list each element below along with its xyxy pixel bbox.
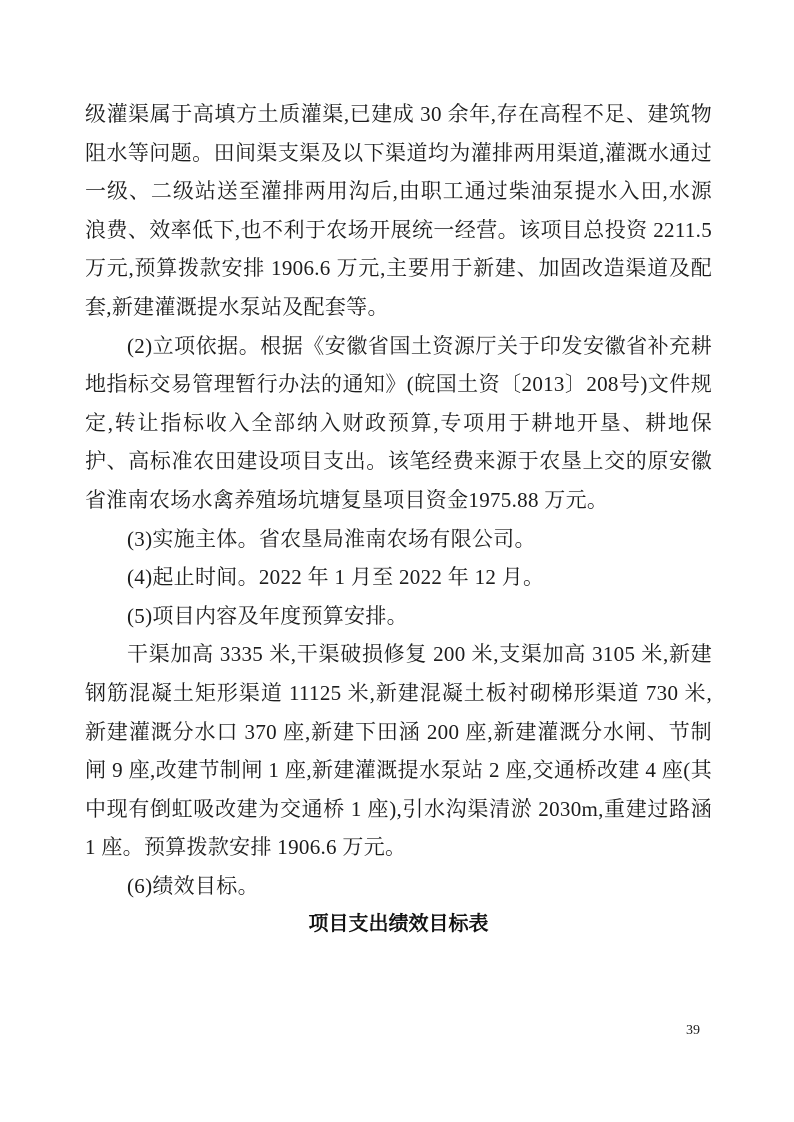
paragraph-continuation: 级灌渠属于高填方土质灌渠,已建成 30 余年,存在高程不足、建筑物阻水等问题。田间渠支渠及以下渠道均为灌排两用渠道,灌溉水通过一级、二级站送至灌排两用沟后,由职工通过柴油泵提水入田,水源浪费、效率低下,也不利于农场开展统一经营。该项目总投资 2211.5 万元,预算拨款安排 1906.6 万元,主要用于新建、加固改造渠道及配套,新建灌溉提水泵站及配套等。 [85,102,712,319]
paragraph-item-2-basis: (2)立项依据。根据《安徽省国土资源厅关于印发安徽省补充耕地指标交易管理暂行办法的通知》(皖国土资〔2013〕208号)文件规定,转让指标收入全部纳入财政预算,专项用于耕地开垦、耕地保护、高标准农田建设项目支出。该笔经费来源于农垦上交的原安徽省淮南农场水禽养殖场坑塘复垦项目资金1975.88 万元。 [85,333,712,512]
page-number: 39 [686,1023,700,1038]
table-title: 项目支出绩效目标表 [308,913,489,936]
paragraph-project-details: 干渠加高 3335 米,干渠破损修复 200 米,支渠加高 3105 米,新建钢筋混凝土矩形渠道 11125 米,新建混凝土板衬砌梯形渠道 730 米,新建灌溉分水口 370 座,新建下田涵 200 座,新建灌溉分水闸、节制闸 9 座,改建节制闸 1 座,新建灌溉提水泵站 2 座,交通桥改建 4 座(其中现有倒虹吸改建为交通桥 1 座),引水沟渠清淤 2030m,重建过路涵 1 座。预算拨款安排 1906.6 万元。 [85,642,712,860]
document-body [85,95,712,944]
paragraph-item-3-entity: (3)实施主体。省农垦局淮南农场有限公司。 [127,526,536,551]
paragraph-item-5-content: (5)项目内容及年度预算安排。 [127,603,408,628]
paragraph-item-6-performance: (6)绩效目标。 [127,873,259,898]
paragraph-item-4-timeframe: (4)起止时间。2022 年 1 月至 2022 年 12 月。 [127,565,545,590]
